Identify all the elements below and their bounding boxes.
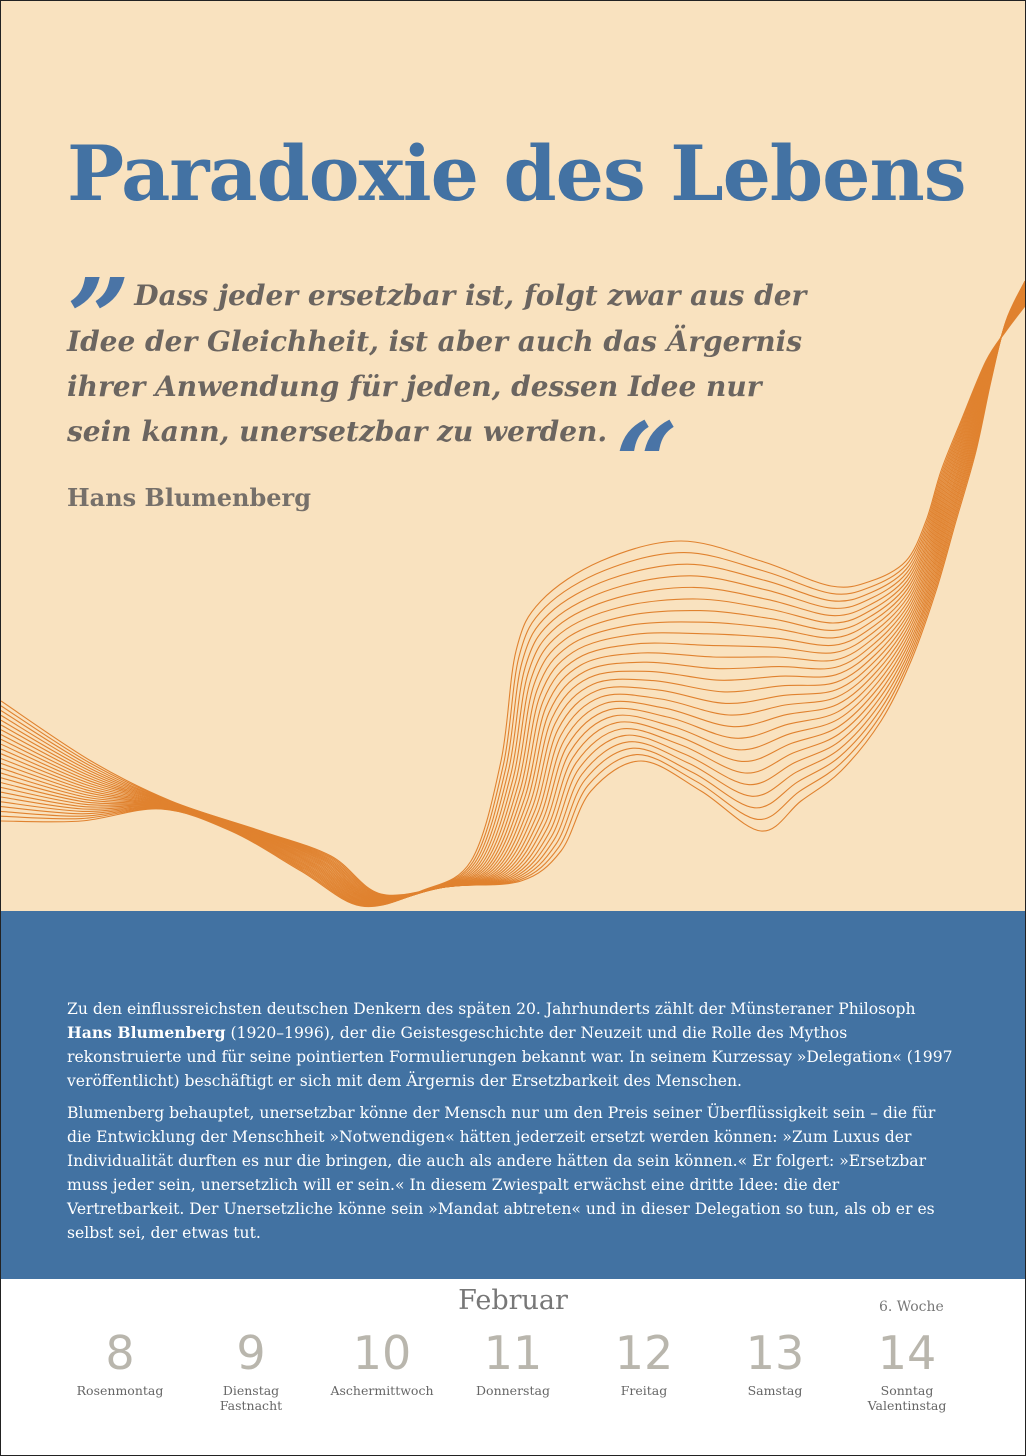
day-label: Aschermittwoch — [330, 1383, 434, 1398]
description-paragraph-1 — [67, 997, 959, 1093]
day-number: 10 — [352, 1326, 412, 1380]
day-number: 9 — [236, 1326, 266, 1380]
description-paragraph-2: Blumenberg behauptet, unersetzbar könne der Mensch nur um den Preis seiner Überflüssigkeit sein – die für die Entwicklung der Menschheit »Notwendigen« hätten jederzeit ersetzt werden können: »Zum Luxus der Individualität durften es nur die bringen, die auch als andere hätten da sein können.« Er folgert: »Ersetzbar muss jeder sein, unersetzlich will er sein.« In diesem Zwiespalt erwächst eine dritte Idee: die der Vertretbarkeit. Der Unersetzliche könne sein »Mandat abtreten« und in dieser Delegation so tun, als ob er es selbst sei, der etwas tut. — [67, 1104, 936, 1242]
paragraph-text: (1920–1996), der die Geistesgeschichte der Neuzeit und die Rolle des Mythos rekonstruierte und für seine pointierten Formulierungen bekannt war. In seinem Kurzessay »Delegation« (1997 veröffentlicht) beschäftigt er sich mit dem Ärgernis der Ersetzbarkeit des Menschen. — [67, 1024, 953, 1090]
month-label: Februar — [458, 1285, 568, 1316]
quote-text: Dass jeder ersetzbar ist, folgt zwar aus der Idee der Gleichheit, ist aber auch das Ärgernis ihrer Anwendung für jeden, dessen Idee nur sein kann, unersetzbar zu werden. — [67, 279, 807, 448]
day-label: Freitag — [620, 1383, 668, 1398]
description-text — [67, 997, 959, 1253]
quote-author: Hans Blumenberg — [67, 483, 311, 512]
day-label: Samstag — [747, 1383, 803, 1398]
paragraph-text: Zu den einflussreichsten deutschen Denkern des späten 20. Jahrhunderts zählt der Münsteraner Philosoph — [67, 1000, 916, 1018]
day-row — [55, 1323, 975, 1433]
day-cell — [55, 1323, 185, 1398]
author-name-bold: Hans Blumenberg — [67, 1023, 226, 1042]
day-cell — [186, 1323, 316, 1413]
day-cell — [317, 1323, 447, 1398]
day-label: Rosenmontag — [76, 1383, 164, 1398]
day-number: 14 — [877, 1326, 937, 1380]
day-number: 8 — [105, 1326, 135, 1380]
day-label-secondary: Fastnacht — [219, 1398, 283, 1413]
day-label: Donnerstag — [476, 1383, 550, 1398]
day-cell — [448, 1323, 578, 1398]
day-cell — [842, 1323, 972, 1413]
day-cell — [710, 1323, 840, 1398]
day-cell — [579, 1323, 709, 1398]
week-label: 6. Woche — [879, 1299, 944, 1315]
day-number: 12 — [614, 1326, 674, 1380]
day-label-secondary: Valentinstag — [867, 1398, 947, 1413]
quote: ” Dass jeder ersetzbar ist, folgt zwar aus der Idee der Gleichheit, ist aber auch das Ärgernis ihrer Anwendung für jeden, dessen Idee nur sein kann, unersetzbar zu werden.“ — [67, 254, 807, 527]
day-label: Dienstag — [222, 1383, 280, 1398]
day-number: 13 — [745, 1326, 805, 1380]
day-number: 11 — [483, 1326, 543, 1380]
page-title: Paradoxie des Lebens — [67, 129, 966, 218]
day-label: Sonntag — [880, 1383, 934, 1398]
